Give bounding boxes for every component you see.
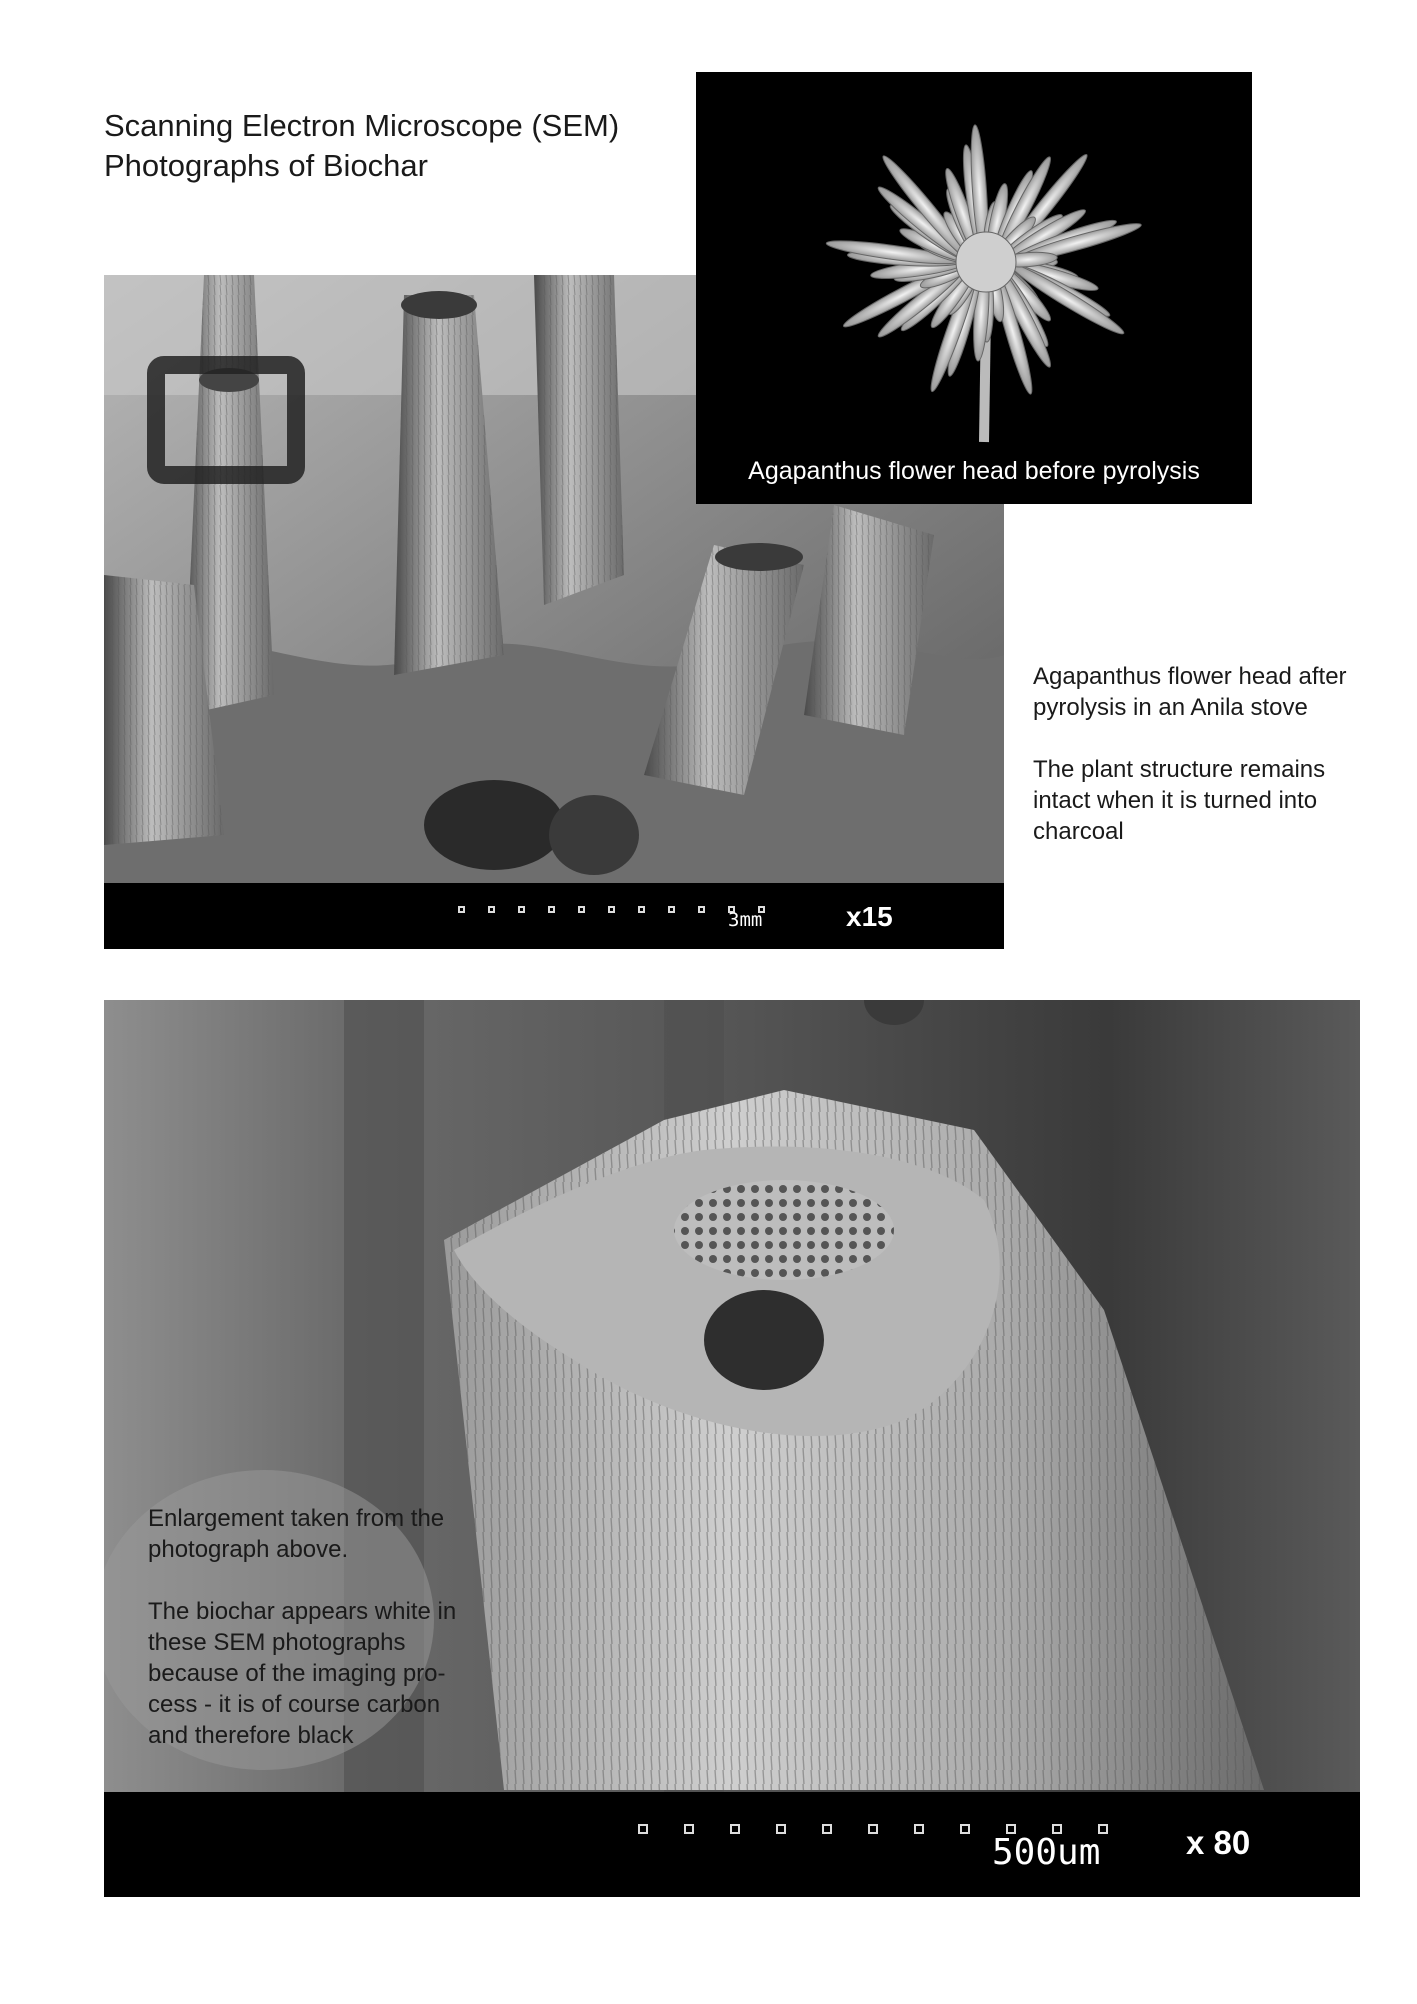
agapanthus-image — [696, 72, 1252, 504]
flower-photo — [696, 72, 1252, 504]
top-caption-paragraph-2: The plant structure remains intact when it is turned into charcoal — [1033, 756, 1326, 845]
bottom-magnification: x 80 — [1186, 1824, 1251, 1861]
title-line-1: Scanning Electron Microscope (SEM) — [104, 108, 620, 143]
bottom-caption-paragraph-1: Enlargement taken from the photograph above. — [148, 1505, 445, 1563]
flower-caption: Agapanthus flower head before pyrolysis — [748, 457, 1200, 485]
top-scale-label: 3mm — [728, 909, 763, 931]
bottom-scale-bar — [104, 1792, 1360, 1897]
bottom-caption — [148, 1503, 478, 1782]
flower-center — [956, 232, 1016, 292]
title-line-2: Photographs of Biochar — [104, 148, 428, 183]
top-magnification: x15 — [846, 901, 893, 932]
top-scale-ticks — [458, 906, 765, 913]
page-title — [104, 106, 684, 186]
top-caption — [1033, 661, 1373, 878]
top-scale-bar — [104, 883, 1004, 949]
top-caption-paragraph-1: Agapanthus flower head after pyrolysis in an Anila stove — [1033, 663, 1347, 721]
bottom-scale-label: 500um — [992, 1832, 1101, 1873]
bottom-caption-paragraph-2: The biochar appears white in these SEM photographs because of the imaging pro-cess - it is of course carbon and therefore black — [148, 1598, 457, 1749]
